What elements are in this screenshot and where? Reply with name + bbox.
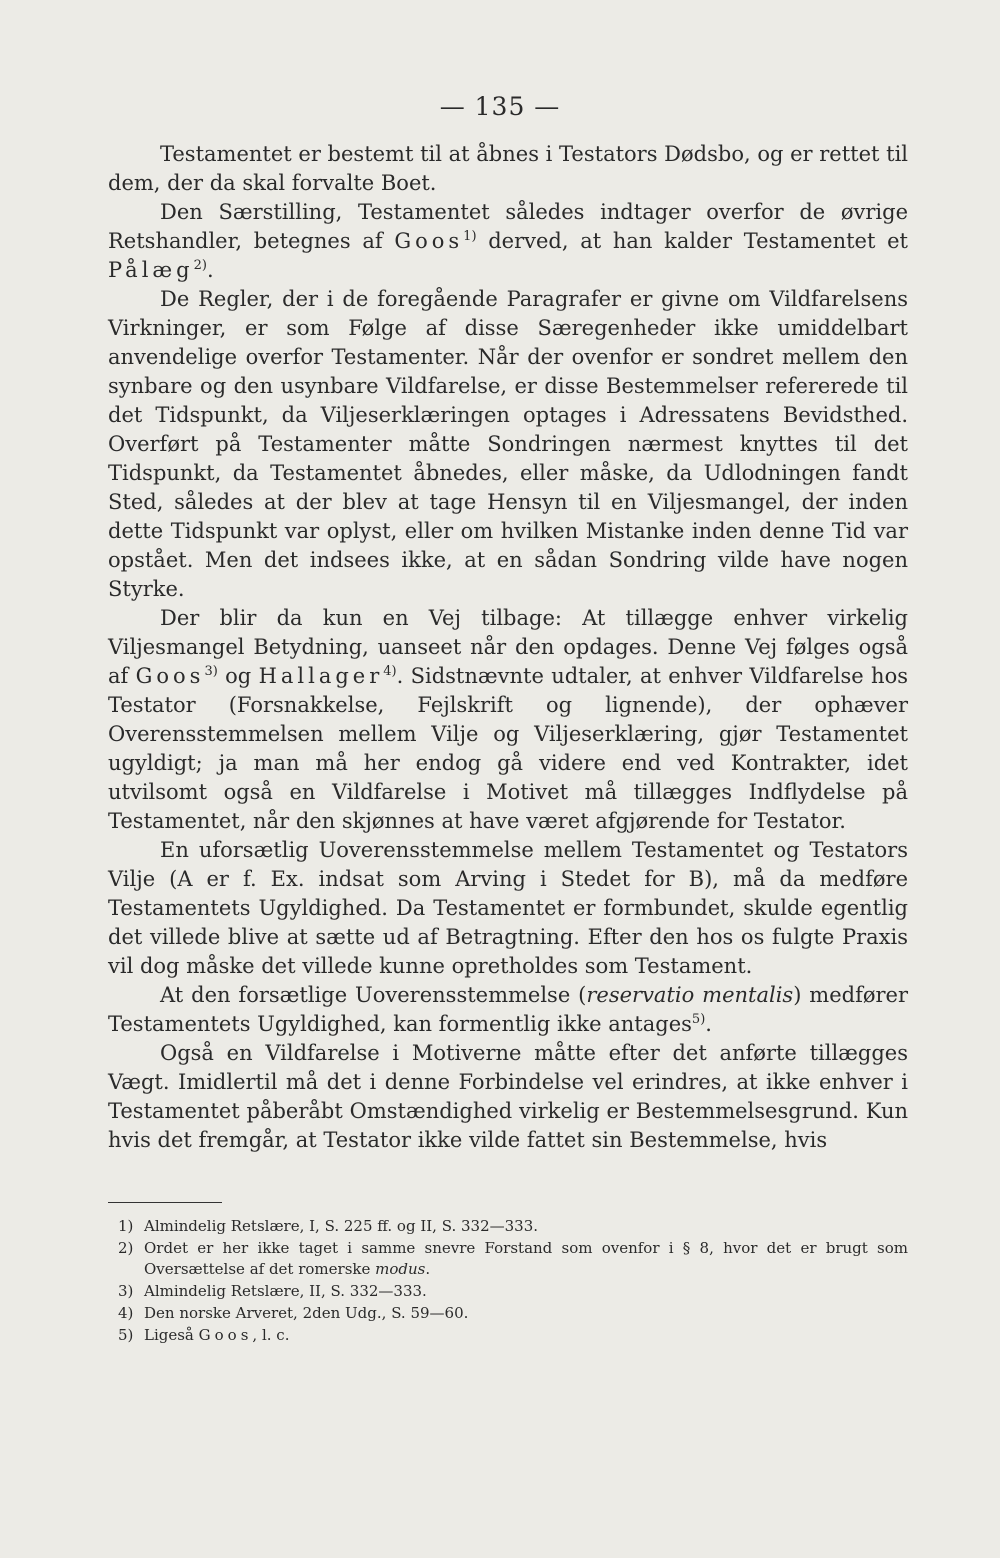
author-goos: Goos — [198, 1326, 253, 1344]
latin-term: modus — [375, 1260, 426, 1278]
paragraph-4-og: og — [225, 664, 252, 688]
footnote-ref-1[interactable]: 1) — [463, 229, 477, 244]
footnote-text-main: Ordet er her ikke taget i samme snevre Forstand som ovenfor i § 8, hvor det er brugt som Oversættelse af det romerske — [144, 1239, 908, 1278]
term-palaeg: Pålæg — [108, 258, 194, 282]
paragraph-7: Også en Vildfarelse i Motiverne måtte efter det anførte tillægges Vægt. Imidlertil må det i denne Forbindelse vel erindres, at ikke enhver i Testamentet påberåbt Omstændighed virkelig er Bestemmelsesgrund. Kun hvis det fremgår, at Testator ikke vilde fattet sin Bestemmelse, hvis — [108, 1041, 908, 1152]
paragraph-6-text-a: At den forsætlige Uoverensstemmelse ( — [160, 983, 587, 1007]
paragraph-2 — [108, 198, 908, 285]
paragraph-6-text-c: . — [705, 1012, 712, 1036]
footnote-ref-2[interactable]: 2) — [193, 258, 207, 273]
paragraph-2-text-b: derved, at han kalder Testamentet et — [488, 229, 908, 253]
paragraph-5: En uforsætlig Uoverensstemmelse mellem Testamentet og Testators Vilje (A er f. Ex. indsat som Arving i Stedet for B), må da medføre Testamentets Ugyldighed. Da Testamentet er formbundet, skulde egentlig det villede blive at sætte ud af Betragtning. Efter den hos os fulgte Praxis vil dog måske det villede kunne opretholdes som Testament. — [108, 838, 908, 978]
body-text — [108, 140, 908, 1155]
paragraph-6-text-b: ) medfører Testamentets Ugyldighed, kan formentlig ikke antages — [108, 983, 908, 1036]
footnote-1 — [118, 1216, 908, 1237]
footnote-number: 4) — [118, 1304, 134, 1322]
author-hallager: Hallager — [258, 664, 384, 688]
paragraph-4-text-b: . Sidstnævnte udtaler, at enhver Vildfarelse hos Testator (Forsnakkelse, Fejlskrift og lignende), der ophæver Overensstemmelsen mellem Vilje og Viljeserklæring, gjør Testamentet ugyldigt; ja man må her endog gå videre end ved Kontrakter, idet utvilsomt også en Vildfarelse i Motivet må tillægges Indflydelse på Testamentet, når den skjønnes at have været afgjørende for Testator. — [108, 664, 908, 833]
footnote-text-end: , l. c. — [252, 1326, 290, 1344]
footnote-text — [144, 1325, 908, 1346]
footnote-text-end: . — [425, 1260, 431, 1278]
footnote-number: 1) — [118, 1217, 134, 1235]
footnote-text — [144, 1238, 908, 1280]
author-goos: Goos — [135, 664, 205, 688]
footnote-5 — [118, 1325, 908, 1346]
paragraph-2-text-a: Den Særstilling, Testamentet således indtager overfor de øvrige Retshandler, betegnes af — [108, 200, 908, 253]
page-number: — 135 — — [439, 92, 561, 121]
footnote-number: 2) — [118, 1239, 134, 1257]
footnote-3 — [118, 1281, 908, 1302]
footnote-2 — [118, 1238, 908, 1280]
author-goos: Goos — [394, 229, 464, 253]
footnote-text-main: Ligeså — [144, 1326, 194, 1344]
paragraph-1: Testamentet er bestemt til at åbnes i Testators Dødsbo, og er rettet til dem, der da skal forvalte Boet. — [108, 142, 908, 195]
footnote-number: 3) — [118, 1282, 134, 1300]
paragraph-2-text-c: . — [206, 258, 214, 282]
footnote-text: Almindelig Retslære, I, S. 225 ff. og II, S. 332—333. — [144, 1217, 539, 1235]
footnotes — [118, 1216, 908, 1347]
paragraph-4-text-a: Der blir da kun en Vej tilbage: At tillægge enhver virkelig Viljesmangel Betydning, uanseet når den opdages. Denne Vej følges også af — [108, 606, 908, 688]
paragraph-4 — [108, 604, 908, 836]
paragraph-6 — [108, 981, 908, 1039]
latin-term: reservatio mentalis — [586, 983, 794, 1007]
footnote-ref-4[interactable]: 4) — [383, 664, 397, 679]
footnote-ref-3[interactable]: 3) — [204, 664, 218, 679]
footnote-text: Almindelig Retslære, II, S. 332—333. — [144, 1282, 427, 1300]
footnote-separator — [108, 1202, 222, 1203]
footnote-number: 5) — [118, 1326, 134, 1344]
paragraph-3: De Regler, der i de foregående Paragrafer er givne om Vildfarelsens Virkninger, er som Følge af disse Særegenheder ikke umiddelbart anvendelige overfor Testamenter. Når der ovenfor er sondret mellem den synbare og den usynbare Vildfarelse, er disse Bestemmelser refererede til det Tidspunkt, da Viljeserklæringen optages i Adressatens Bevidsthed. Overført på Testamenter måtte Sondringen nærmest knyttes til det Tidspunkt, da Testamentet åbnedes, eller måske, da Udlodningen fandt Sted, således at der blev at tage Hensyn til en Viljesmangel, der inden dette Tidspunkt var oplyst, eller om hvilken Mistanke inden denne Tid var opstået. Men det indsees ikke, at en sådan Sondring vilde have nogen Styrke. — [108, 287, 908, 601]
footnote-ref-5[interactable]: 5) — [691, 1012, 706, 1027]
footnote-text: Den norske Arveret, 2den Udg., S. 59—60. — [144, 1304, 469, 1322]
footnote-4 — [118, 1303, 908, 1324]
